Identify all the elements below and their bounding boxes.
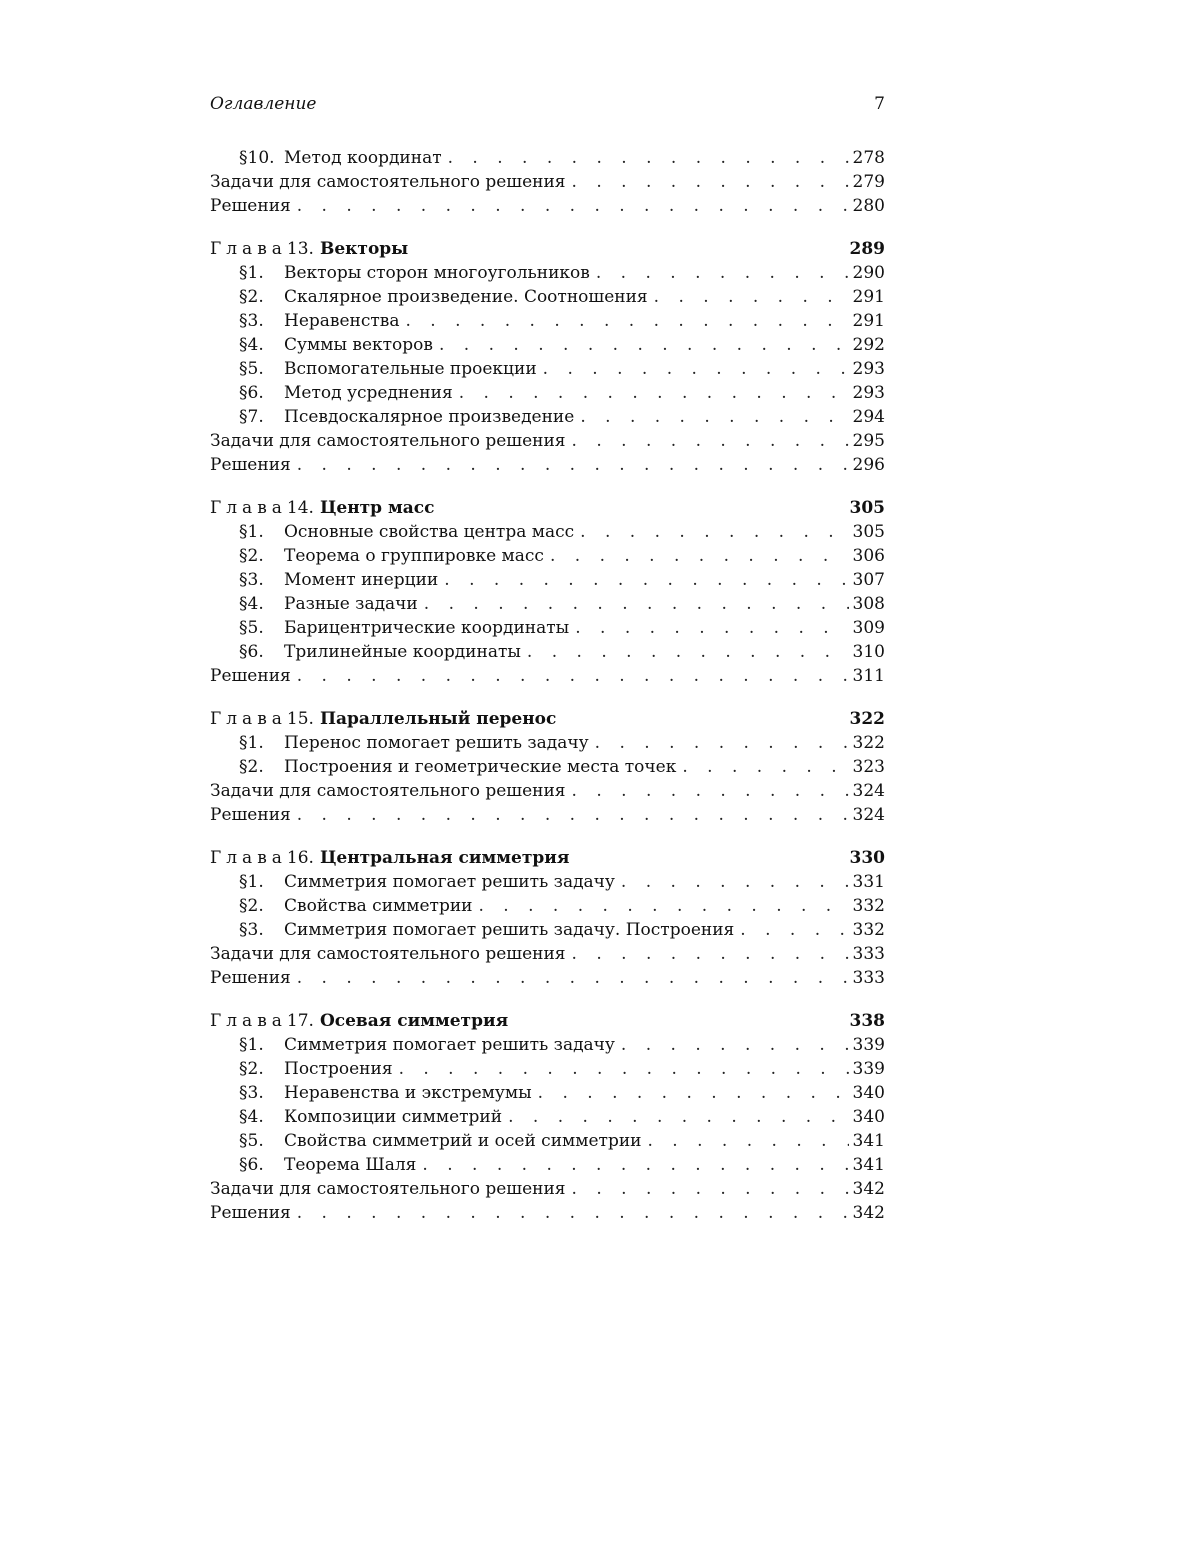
chapter-word: Глава — [210, 1011, 287, 1031]
toc-section-13-6[interactable] — [210, 381, 885, 405]
running-title: Оглавление — [210, 94, 317, 114]
section-number: §3. — [239, 1083, 264, 1103]
solutions-title: Решения — [210, 968, 291, 988]
toc-exercises-13[interactable] — [210, 429, 885, 453]
section-number: §3. — [239, 311, 264, 331]
toc-section-13-5[interactable] — [210, 357, 885, 381]
section-page: 340 — [852, 1083, 885, 1103]
section-page: 309 — [852, 618, 885, 638]
dot-leader — [297, 664, 849, 688]
section-title: Метод усреднения — [284, 383, 453, 403]
section-page: 292 — [852, 335, 885, 355]
section-number: §6. — [239, 1155, 264, 1175]
chapter-page: 289 — [849, 239, 885, 259]
chapter-number: 15. — [286, 709, 314, 729]
section-number: §2. — [239, 1059, 264, 1079]
exercises-title: Задачи для самостоятельного решения — [210, 781, 566, 801]
section-number: §2. — [239, 896, 264, 916]
exercises-page: 342 — [852, 1179, 885, 1199]
section-page: 332 — [852, 896, 885, 916]
section-number: §1. — [239, 872, 264, 892]
solutions-page: 342 — [852, 1203, 885, 1223]
section-number: §1. — [239, 522, 264, 542]
section-page: 341 — [852, 1155, 885, 1175]
section-number: §3. — [239, 920, 264, 940]
section-title: Симметрия помогает решить задачу — [284, 1035, 615, 1055]
section-number: §1. — [239, 1035, 264, 1055]
toc-exercises-12[interactable] — [210, 170, 885, 194]
dot-leader — [422, 1153, 848, 1177]
toc-section-17-1[interactable] — [210, 1033, 885, 1057]
section-number: §3. — [239, 570, 264, 590]
section-number: §5. — [239, 359, 264, 379]
page-number: 7 — [874, 94, 885, 114]
toc-chapter-13[interactable] — [210, 237, 885, 261]
section-title: Свойства симметрий и осей симметрии — [284, 1131, 642, 1151]
dot-leader — [580, 520, 848, 544]
section-page: 291 — [852, 287, 885, 307]
toc-solutions-17[interactable] — [210, 1201, 885, 1225]
section-page: 332 — [852, 920, 885, 940]
section-number: §7. — [239, 407, 264, 427]
solutions-title: Решения — [210, 1203, 291, 1223]
section-title: Неравенства — [284, 311, 400, 331]
toc-section-13-1[interactable] — [210, 261, 885, 285]
dot-leader — [297, 966, 849, 990]
section-number: §6. — [239, 383, 264, 403]
section-title: Композиции симметрий — [284, 1107, 503, 1127]
section-title: Метод координат — [284, 148, 442, 168]
toc-section-14-4[interactable] — [210, 592, 885, 616]
toc-section-17-5[interactable] — [210, 1129, 885, 1153]
chapter-page: 330 — [849, 848, 885, 868]
dot-leader — [580, 405, 848, 429]
section-page: 278 — [852, 148, 885, 168]
exercises-title: Задачи для самостоятельного решения — [210, 944, 566, 964]
dot-leader — [654, 285, 849, 309]
dot-leader — [595, 731, 849, 755]
section-page: 307 — [852, 570, 885, 590]
dot-leader — [508, 1105, 848, 1129]
section-title: Построения — [284, 1059, 393, 1079]
section-title: Вспомогательные проекции — [284, 359, 537, 379]
chapter-number: 13. — [286, 239, 314, 259]
chapter-number: 16. — [286, 848, 314, 868]
toc-section-14-1[interactable] — [210, 520, 885, 544]
solutions-title: Решения — [210, 455, 291, 475]
dot-leader — [297, 194, 849, 218]
chapter-page: 338 — [849, 1011, 885, 1031]
toc-section-16-2[interactable] — [210, 894, 885, 918]
toc-section-13-7[interactable] — [210, 405, 885, 429]
section-page: 291 — [852, 311, 885, 331]
section-page: 306 — [852, 546, 885, 566]
solutions-page: 324 — [852, 805, 885, 825]
section-number: §10. — [239, 148, 275, 168]
solutions-page: 333 — [852, 968, 885, 988]
chapter-word: Глава — [210, 498, 287, 518]
table-of-contents — [210, 146, 885, 1225]
section-number: §5. — [239, 618, 264, 638]
exercises-page: 333 — [852, 944, 885, 964]
section-page: 323 — [852, 757, 885, 777]
section-title: Симметрия помогает решить задачу — [284, 872, 615, 892]
section-number: §2. — [239, 287, 264, 307]
section-title: Основные свойства центра масс — [284, 522, 575, 542]
solutions-title: Решения — [210, 196, 291, 216]
toc-solutions-12[interactable] — [210, 194, 885, 218]
toc-section-17-6[interactable] — [210, 1153, 885, 1177]
chapter-word: Глава — [210, 848, 287, 868]
toc-section-12-10[interactable] — [210, 146, 885, 170]
dot-leader — [621, 1033, 849, 1057]
dot-leader — [647, 1129, 848, 1153]
toc-solutions-16[interactable] — [210, 966, 885, 990]
dot-leader — [621, 870, 849, 894]
solutions-page: 280 — [852, 196, 885, 216]
toc-section-17-2[interactable] — [210, 1057, 885, 1081]
toc-section-15-2[interactable] — [210, 755, 885, 779]
toc-section-13-3[interactable] — [210, 309, 885, 333]
toc-chapter-17[interactable] — [210, 1009, 885, 1033]
section-title: Неравенства и экстремумы — [284, 1083, 532, 1103]
toc-section-13-4[interactable] — [210, 333, 885, 357]
section-page: 339 — [852, 1035, 885, 1055]
dot-leader — [572, 429, 849, 453]
section-page: 293 — [852, 383, 885, 403]
dot-leader — [424, 592, 849, 616]
section-title: Векторы сторон многоугольников — [284, 263, 590, 283]
chapter-number: 14. — [286, 498, 314, 518]
exercises-page: 324 — [852, 781, 885, 801]
section-title: Теорема о группировке масс — [284, 546, 544, 566]
section-number: §6. — [239, 642, 264, 662]
section-title: Разные задачи — [284, 594, 418, 614]
dot-leader — [444, 568, 848, 592]
dot-leader — [572, 779, 849, 803]
toc-section-17-3[interactable] — [210, 1081, 885, 1105]
section-title: Симметрия помогает решить задачу. Построения — [284, 920, 735, 940]
section-page: 341 — [852, 1131, 885, 1151]
page-header — [210, 92, 885, 116]
toc-section-17-4[interactable] — [210, 1105, 885, 1129]
toc-chapter-14[interactable] — [210, 496, 885, 520]
section-number: §1. — [239, 263, 264, 283]
section-title: Свойства симметрии — [284, 896, 473, 916]
section-page: 331 — [852, 872, 885, 892]
section-title: Трилинейные координаты — [284, 642, 521, 662]
toc-section-13-2[interactable] — [210, 285, 885, 309]
chapter-word: Глава — [210, 709, 287, 729]
dot-leader — [543, 357, 849, 381]
toc-section-14-3[interactable] — [210, 568, 885, 592]
dot-leader — [297, 453, 849, 477]
dot-leader — [596, 261, 849, 285]
dot-leader — [572, 942, 849, 966]
chapter-title: Осевая симметрия — [319, 1011, 509, 1031]
section-number: §5. — [239, 1131, 264, 1151]
section-number: §1. — [239, 733, 264, 753]
dot-leader — [550, 544, 849, 568]
section-title: Теорема Шаля — [284, 1155, 417, 1175]
solutions-title: Решения — [210, 805, 291, 825]
section-page: 294 — [852, 407, 885, 427]
section-page: 305 — [852, 522, 885, 542]
dot-leader — [297, 1201, 849, 1225]
exercises-page: 279 — [852, 172, 885, 192]
dot-leader — [459, 381, 849, 405]
section-number: §4. — [239, 1107, 264, 1127]
dot-leader — [538, 1081, 849, 1105]
solutions-page: 311 — [852, 666, 885, 686]
toc-section-14-2[interactable] — [210, 544, 885, 568]
solutions-title: Решения — [210, 666, 291, 686]
section-page: 293 — [852, 359, 885, 379]
chapter-title: Параллельный перенос — [319, 709, 557, 729]
section-title: Момент инерции — [284, 570, 439, 590]
toc-section-14-6[interactable] — [210, 640, 885, 664]
dot-leader — [399, 1057, 849, 1081]
dot-leader — [479, 894, 849, 918]
toc-section-16-3[interactable] — [210, 918, 885, 942]
section-title: Псевдоскалярное произведение — [284, 407, 575, 427]
dot-leader — [572, 1177, 849, 1201]
section-title: Скалярное произведение. Соотношения — [284, 287, 648, 307]
chapter-page: 305 — [849, 498, 885, 518]
toc-chapter-16[interactable] — [210, 846, 885, 870]
dot-leader — [572, 170, 849, 194]
toc-section-16-1[interactable] — [210, 870, 885, 894]
exercises-title: Задачи для самостоятельного решения — [210, 431, 566, 451]
section-title: Суммы векторов — [284, 335, 433, 355]
toc-section-15-1[interactable] — [210, 731, 885, 755]
solutions-page: 296 — [852, 455, 885, 475]
section-number: §2. — [239, 757, 264, 777]
toc-exercises-17[interactable] — [210, 1177, 885, 1201]
section-title: Барицентрические координаты — [284, 618, 570, 638]
toc-section-14-5[interactable] — [210, 616, 885, 640]
toc-exercises-15[interactable] — [210, 779, 885, 803]
dot-leader — [439, 333, 849, 357]
section-page: 310 — [852, 642, 885, 662]
toc-exercises-16[interactable] — [210, 942, 885, 966]
chapter-word: Глава — [210, 239, 287, 259]
toc-solutions-13[interactable] — [210, 453, 885, 477]
toc-chapter-15[interactable] — [210, 707, 885, 731]
section-page: 290 — [852, 263, 885, 283]
toc-solutions-14[interactable] — [210, 664, 885, 688]
toc-solutions-15[interactable] — [210, 803, 885, 827]
dot-leader — [682, 755, 848, 779]
exercises-title: Задачи для самостоятельного решения — [210, 172, 566, 192]
dot-leader — [448, 146, 849, 170]
section-number: §4. — [239, 335, 264, 355]
dot-leader — [297, 803, 849, 827]
section-number: §2. — [239, 546, 264, 566]
section-page: 322 — [852, 733, 885, 753]
section-title: Построения и геометрические места точек — [284, 757, 677, 777]
section-number: §4. — [239, 594, 264, 614]
chapter-title: Центральная симметрия — [319, 848, 570, 868]
chapter-title: Векторы — [319, 239, 409, 259]
chapter-title: Центр масс — [319, 498, 435, 518]
section-page: 340 — [852, 1107, 885, 1127]
chapter-number: 17. — [286, 1011, 314, 1031]
dot-leader — [740, 918, 848, 942]
dot-leader — [575, 616, 848, 640]
chapter-page: 322 — [849, 709, 885, 729]
section-page: 339 — [852, 1059, 885, 1079]
section-page: 308 — [852, 594, 885, 614]
dot-leader — [527, 640, 849, 664]
exercises-title: Задачи для самостоятельного решения — [210, 1179, 566, 1199]
dot-leader — [406, 309, 849, 333]
section-title: Перенос помогает решить задачу — [284, 733, 589, 753]
exercises-page: 295 — [852, 431, 885, 451]
